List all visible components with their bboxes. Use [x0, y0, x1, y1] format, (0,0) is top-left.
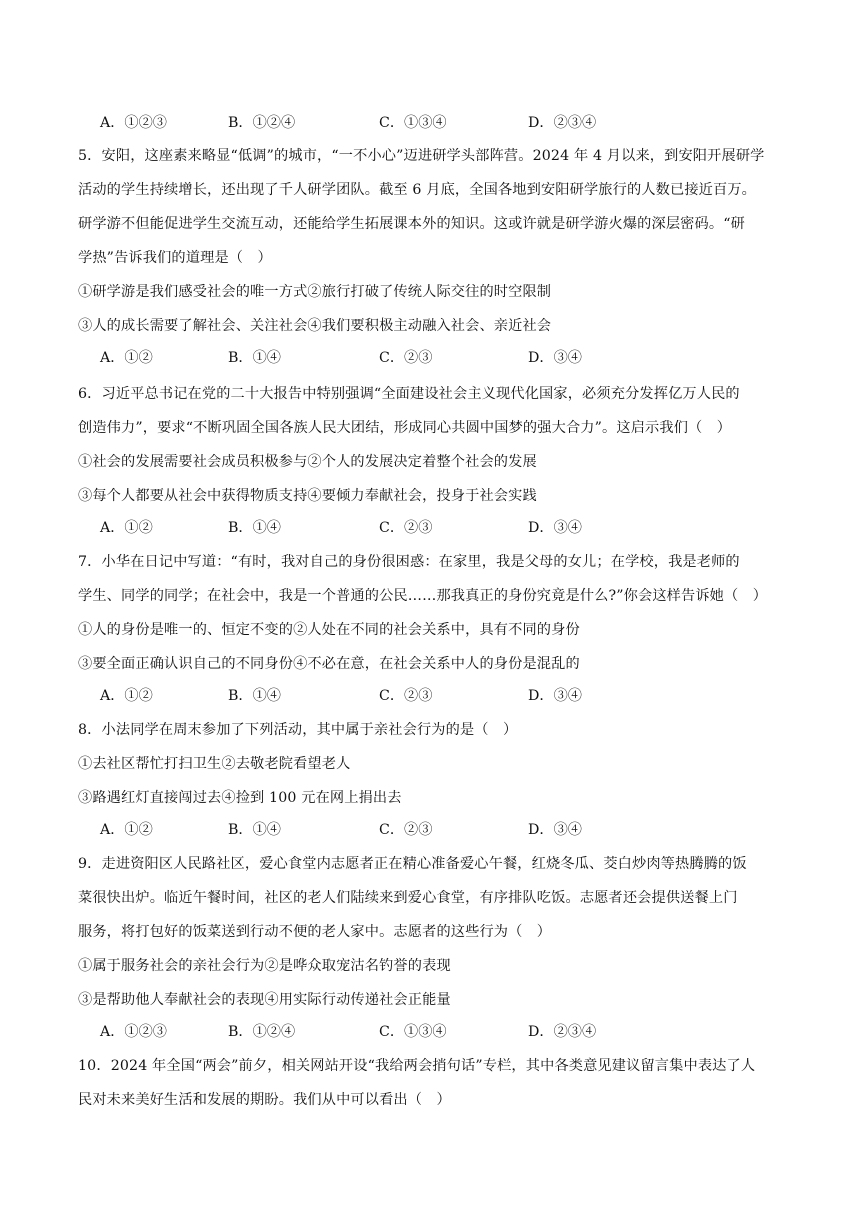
option-d: D．③④ — [528, 350, 582, 366]
option-c: C．②③ — [379, 822, 433, 838]
question-6-options — [100, 518, 800, 538]
question-5-line-4: 学热”告诉我们的道理是（ ） — [78, 250, 272, 266]
question-9-line-1: 9．走进资阳区人民路社区，爱心食堂内志愿者正在精心准备爱心午餐，红烧冬瓜、茭白炒肉等热腾腾的饭 — [78, 856, 747, 872]
option-b: B．①②④ — [228, 115, 296, 131]
question-7-statement-2: ③要全面正确认识自己的不同身份④不必在意，在社会关系中人的身份是混乱的 — [78, 656, 580, 672]
question-9-options — [100, 1022, 800, 1042]
question-9-line-2: 菜很快出炉。临近午餐时间，社区的老人们陆续来到爱心食堂，有序排队吃饭。志愿者还会提供送餐上门 — [78, 890, 738, 906]
option-d: D．③④ — [528, 520, 582, 536]
question-5-statement-2: ③人的成长需要了解社会、关注社会④我们要积极主动融入社会、亲近社会 — [78, 318, 552, 334]
question-9-line-3: 服务，将打包好的饭菜送到行动不便的老人家中。志愿者的这些行为（ ） — [78, 924, 552, 940]
question-5-line-3: 研学游不但能促进学生交流互动，还能给学生拓展课本外的知识。这或许就是研学游火爆的深层密码。“研 — [78, 216, 745, 232]
question-5-statement-1: ①研学游是我们感受社会的唯一方式②旅行打破了传统人际交往的时空限制 — [78, 284, 552, 300]
options-row-prev — [100, 113, 800, 133]
option-c: C．①③④ — [379, 1024, 447, 1040]
question-7-line-2: 学生、同学的同学；在社会中，我是一个普通的公民……那我真正的身份究竟是什么?”你会这样告诉她（ ） — [78, 588, 768, 604]
option-a: A．①②③ — [100, 115, 167, 131]
question-8-statement-2: ③路遇红灯直接闯过去④捡到 100 元在网上捐出去 — [78, 790, 402, 806]
option-d: D．②③④ — [528, 115, 597, 131]
option-d: D．③④ — [528, 822, 582, 838]
question-6-statement-1: ①社会的发展需要社会成员积极参与②个人的发展决定着整个社会的发展 — [78, 454, 537, 470]
option-a: A．①② — [100, 350, 153, 366]
option-b: B．①④ — [228, 350, 281, 366]
question-7-line-1: 7．小华在日记中写道：“有时，我对自己的身份很困惑：在家里，我是父母的女儿；在学校，我是老师的 — [78, 554, 740, 570]
option-c: C．②③ — [379, 688, 433, 704]
question-7-options — [100, 686, 800, 706]
option-a: A．①② — [100, 520, 153, 536]
option-a: A．①②③ — [100, 1024, 167, 1040]
option-d: D．②③④ — [528, 1024, 597, 1040]
question-9-statement-1: ①属于服务社会的亲社会行为②是哗众取宠沽名钓誉的表现 — [78, 958, 451, 974]
option-c: C．②③ — [379, 350, 433, 366]
question-6-statement-2: ③每个人都要从社会中获得物质支持④要倾力奉献社会，投身于社会实践 — [78, 488, 537, 504]
question-8-line-1: 8．小法同学在周末参加了下列活动，其中属于亲社会行为的是（ ） — [78, 722, 518, 738]
option-c: C．②③ — [379, 520, 433, 536]
option-a: A．①② — [100, 688, 153, 704]
option-d: D．③④ — [528, 688, 582, 704]
question-5-line-2: 活动的学生持续增长，还出现了千人研学团队。截至 6 月底，全国各地到安阳研学旅行的人数已接近百万。 — [78, 182, 757, 198]
option-a: A．①② — [100, 822, 153, 838]
option-c: C．①③④ — [379, 115, 447, 131]
option-b: B．①④ — [228, 822, 281, 838]
option-b: B．①④ — [228, 520, 281, 536]
question-10-line-2: 民对未来美好生活和发展的期盼。我们从中可以看出（ ） — [78, 1092, 451, 1108]
question-10-line-1: 10．2024 年全国“两会”前夕，相关网站开设“我给两会捎句话”专栏，其中各类意见建议留言集中表达了人 — [78, 1058, 756, 1074]
question-6-line-2: 创造伟力”，要求“不断巩固全国各族人民大团结，形成同心共圆中国梦的强大合力”。这启示我们（ ） — [78, 420, 732, 436]
question-5-options — [100, 348, 800, 368]
question-7-statement-1: ①人的身份是唯一的、恒定不变的②人处在不同的社会关系中，具有不同的身份 — [78, 622, 580, 638]
question-5-line-1: 5．安阳，这座素来略显“低调”的城市，“一不小心”迈进研学头部阵营。2024 年 4 月以来，到安阳开展研学 — [78, 148, 765, 164]
option-b: B．①②④ — [228, 1024, 296, 1040]
question-9-statement-2: ③是帮助他人奉献社会的表现④用实际行动传递社会正能量 — [78, 992, 451, 1008]
option-b: B．①④ — [228, 688, 281, 704]
question-6-line-1: 6．习近平总书记在党的二十大报告中特别强调“全面建设社会主义现代化国家，必须充分发挥亿万人民的 — [78, 386, 740, 402]
question-8-statement-1: ①去社区帮忙打扫卫生②去敬老院看望老人 — [78, 756, 351, 772]
question-8-options — [100, 820, 800, 840]
